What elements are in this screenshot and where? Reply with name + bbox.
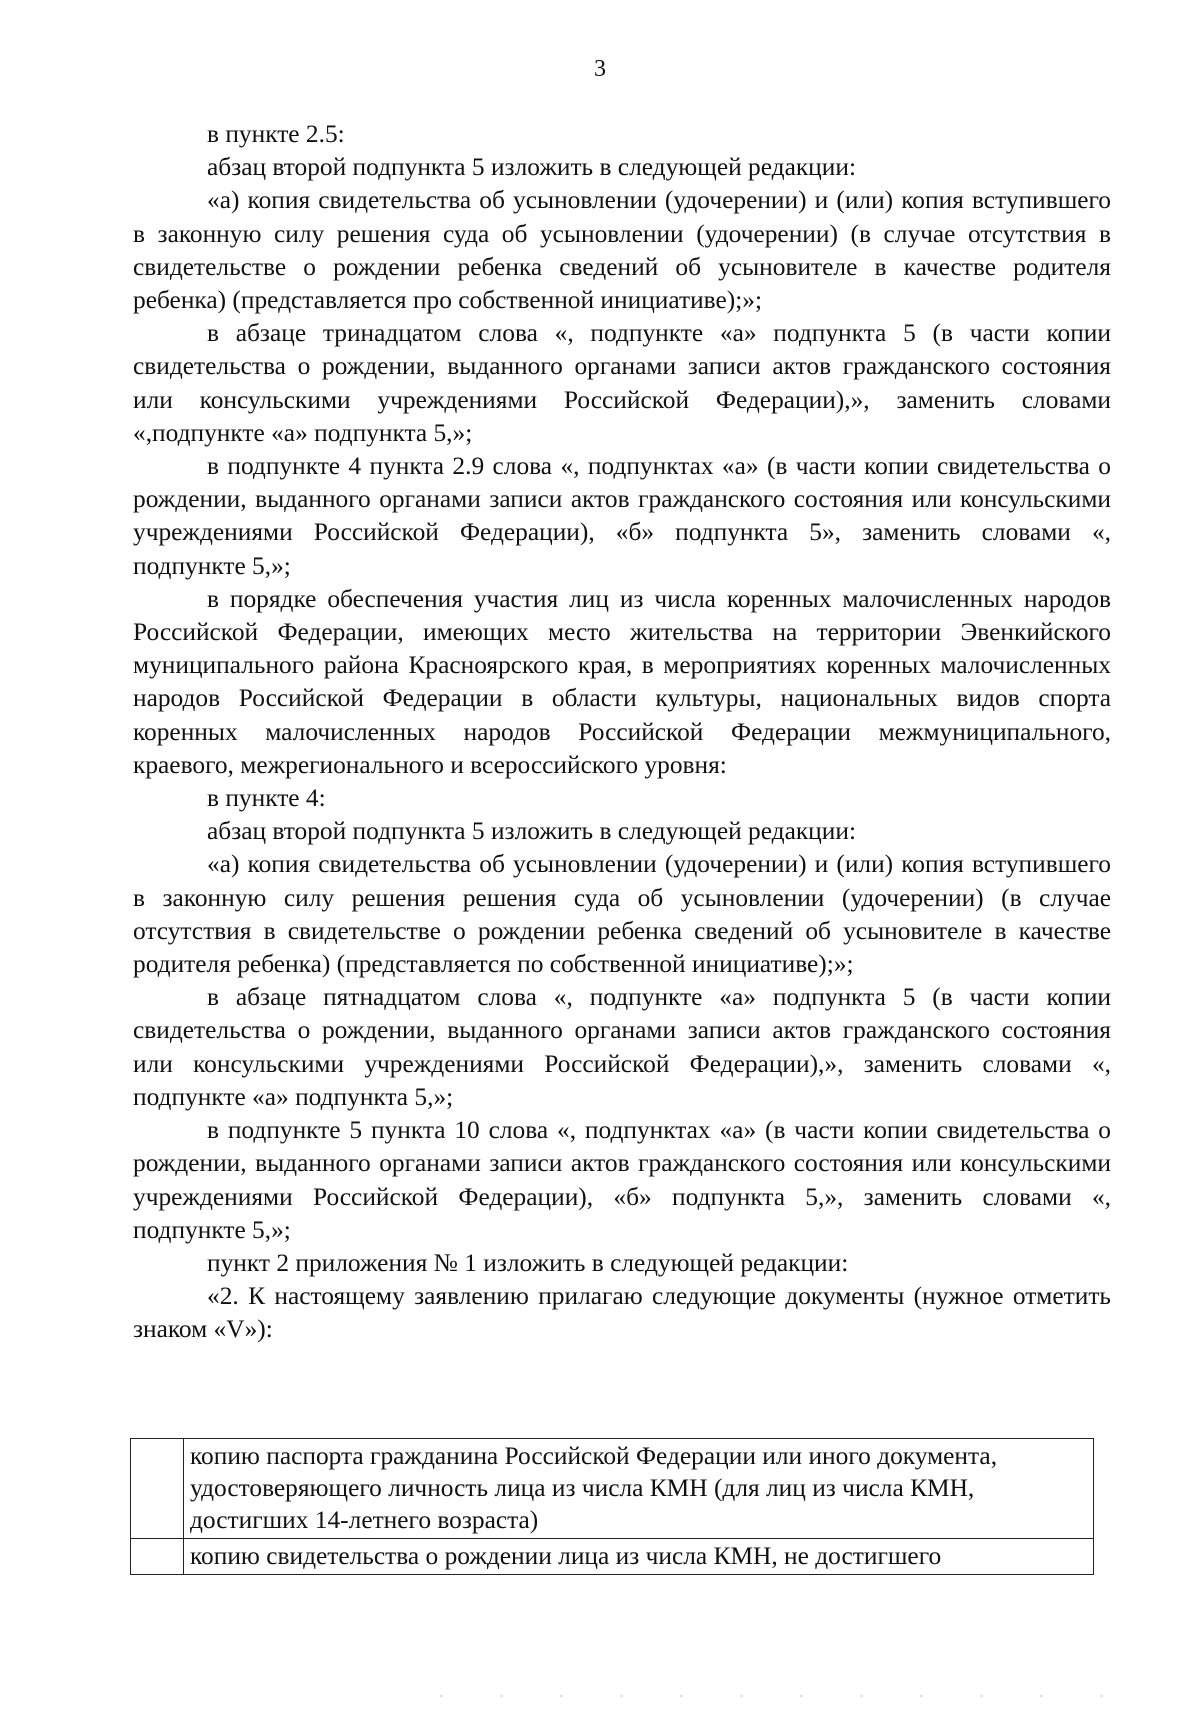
table-row	[131, 1439, 1094, 1539]
paragraph: в абзаце тринадцатом слова «, подпункте «а» подпункта 5 (в части копии свидетельства о рождении, выданного органами записи актов гражданского состояния или консульскими учреждениями Российской Федерации),», заменить словами «,подпункте «а» подпункта 5,»;	[133, 319, 1111, 447]
paragraph: в абзаце пятнадцатом слова «, подпункте «а» подпункта 5 (в части копии свидетельства о рождении, выданного органами записи актов гражданского состояния или консульскими учреждениями Российской Федерации),», заменить словами «, подпункте «а» подпункта 5,»;	[133, 983, 1111, 1111]
scan-artifact	[440, 1695, 1120, 1697]
paragraph: «а) копия свидетельства об усыновлении (удочерении) и (или) копия вступившего в законную силу решения суда об усыновлении (удочерении) (в случае отсутствия в свидетельстве о рождении ребенка сведений об усыновителе в качестве родителя ребенка) (представляется про собственной инициативе);»;	[133, 186, 1111, 315]
table-row	[131, 1539, 1094, 1575]
paragraph: в порядке обеспечения участия лиц из числа коренных малочисленных народов Российской Федерации, имеющих место жительства на территории Эвенкийского муниципального района Красноярского края, в мероприятиях коренных малочисленных народов Российской Федерации в области культуры, национальных видов спорта коренных малочисленных народов Российской Федерации межмуниципального, краевого, межрегионального и всероссийского уровня:	[133, 584, 1111, 779]
documents-table	[130, 1438, 1094, 1575]
paragraph: пункт 2 приложения № 1 изложить в следующей редакции:	[207, 1248, 849, 1277]
paragraph: «2. К настоящему заявлению прилагаю следующие документы (нужное отметить знаком «V»):	[133, 1282, 1111, 1344]
paragraph: в пункте 2.5:	[207, 120, 345, 148]
paragraph: абзац второй подпункта 5 изложить в следующей редакции:	[207, 153, 856, 182]
document-body	[133, 118, 1111, 1347]
paragraph: абзац второй подпункта 5 изложить в следующей редакции:	[207, 817, 856, 846]
checkbox-cell	[131, 1439, 184, 1539]
document-cell: копию паспорта гражданина Российской Федерации или иного документа, удостоверяющего личность лица из числа КМН (для лиц из числа КМН, достигших 14-летнего возраста)	[184, 1439, 1094, 1539]
paragraph: в подпункте 4 пункта 2.9 слова «, подпунктах «а» (в части копии свидетельства о рождении, выданного органами записи актов гражданского состояния или консульскими учреждениями Российской Федерации), «б» подпункта 5», заменить словами «, подпункте 5,»;	[133, 452, 1111, 580]
page-number: 3	[594, 56, 606, 82]
document-cell: копию свидетельства о рождении лица из числа КМН, не достигшего	[184, 1539, 1094, 1575]
checkbox-cell	[131, 1539, 184, 1575]
paragraph: в пункте 4:	[207, 784, 326, 813]
paragraph: в подпункте 5 пункта 10 слова «, подпунктах «а» (в части копии свидетельства о рождении, выданного органами записи актов гражданского состояния или консульскими учреждениями Российской Федерации), «б» подпункта 5,», заменить словами «, подпункте 5,»;	[133, 1116, 1111, 1244]
paragraph: «а) копия свидетельства об усыновлении (удочерении) и (или) копия вступившего в законную силу решения решения суда об усыновлении (удочерении) (в случае отсутствия в свидетельстве о рождении ребенка сведений об усыновителе в качестве родителя ребенка) (представляется по собственной инициативе);»;	[133, 850, 1111, 979]
